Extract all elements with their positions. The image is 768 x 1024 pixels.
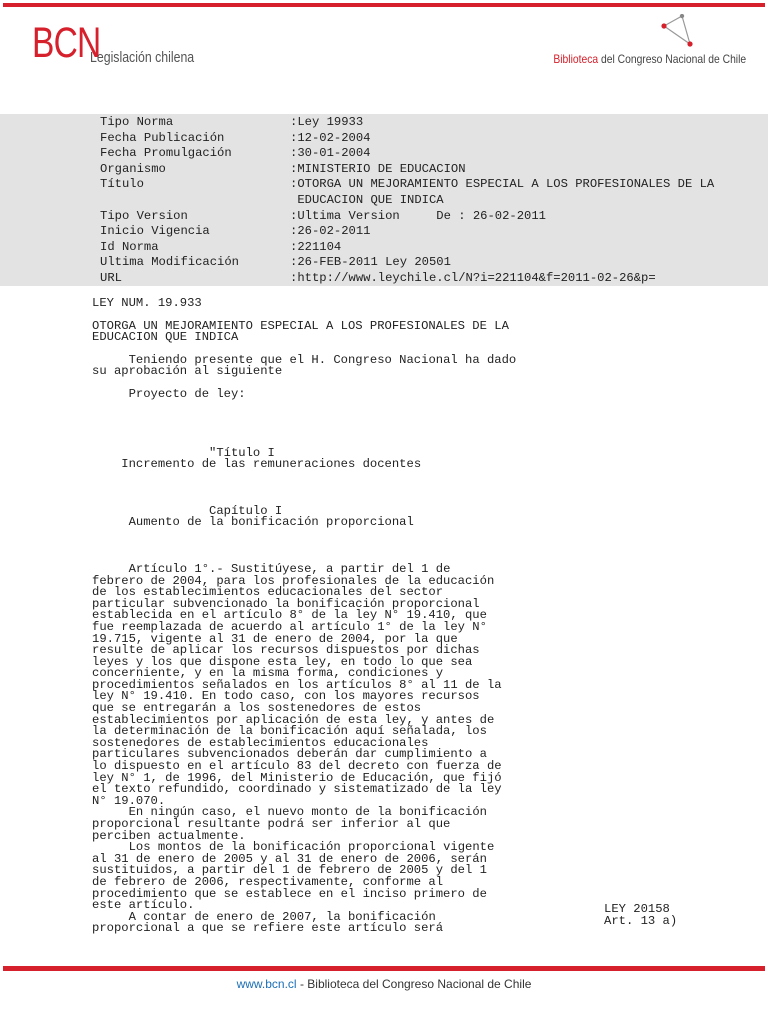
metadata-value: :30-01-2004 — [290, 146, 371, 161]
metadata-row — [100, 115, 730, 131]
biblioteca-brand — [546, 14, 746, 74]
brand-triangle-icon — [660, 14, 706, 50]
metadata-row — [100, 271, 730, 287]
law-proyecto: Proyecto de ley: — [92, 386, 246, 401]
metadata-value: :26-02-2011 — [290, 224, 371, 239]
bottom-red-rule — [3, 966, 765, 971]
footer-link[interactable]: www.bcn.cl — [236, 977, 297, 991]
metadata-key: Organismo — [100, 161, 166, 176]
metadata-value: :221104 — [290, 239, 342, 254]
metadata-row — [100, 209, 730, 225]
metadata-row — [100, 162, 730, 178]
article-1: Artículo 1°.- Sustitúyese, a partir del 1 de febrero de 2004, para los profesionales de la educación de los establecimientos educacionales del sector particular subvencionado la bonificación proporcional establecida en el artículo 8° de la ley N° 19.410, que fue reemplazada de acuerdo al artículo 1° de la ley N° 19.715, vigente al 31 de enero de 2004, por la que resulte de aplicar los recursos dispuestos por dichas leyes y los que dispone esta ley, en todo lo que sea concerniente, y en la misma forma, condiciones y procedimientos señalados en los artículos 8° al 11 de la ley N° 19.410. En todo caso, con los mayores recursos que se entregarán a los sostenedores de estos establecimientos por aplicación de esta ley, y antes de la determinación de la bonificación aquí señalada, los sostenedores de establecimientos educacionales particulares subvencionados deberán dar cumplimiento a lo dispuesto en el artículo 83 del decreto con fuerza de ley N° 1, de 1996, del Ministerio de Educación, que fijó el texto refundido, coordinado y sistematizado de la ley N° 19.070. — [92, 561, 502, 808]
margin-note — [604, 903, 677, 927]
metadata-key: URL — [100, 270, 122, 285]
metadata-value: :12-02-2004 — [290, 130, 371, 145]
brand-text — [553, 52, 746, 66]
top-red-rule — [3, 3, 765, 7]
law-body — [92, 298, 652, 935]
paragraph-4: A contar de enero de 2007, la bonificación proporcional a que se refiere este artículo será — [92, 909, 444, 936]
metadata-row — [100, 146, 730, 162]
brand-prefix: Biblioteca — [553, 52, 598, 66]
logo-subtitle: Legislación chilena — [90, 50, 195, 66]
metadata-row — [100, 131, 730, 147]
paragraph-2: En ningún caso, el nuevo monto de la bonificación proporcional resultante podrá ser inferior al que perciben actualmente. — [92, 805, 487, 843]
metadata-table — [100, 115, 730, 287]
titulo-heading: "Título I Incremento de las remuneraciones docentes — [121, 445, 422, 472]
metadata-key: Título — [100, 177, 144, 192]
metadata-key: Fecha Publicación — [100, 130, 225, 145]
metadata-key: Tipo Norma — [100, 115, 174, 129]
metadata-value: :http://www.leychile.cl/N?i=221104&f=2011-02-26&p= — [290, 270, 656, 285]
bcn-logo-text: BCN — [32, 19, 101, 67]
footer-text: - Biblioteca del Congreso Nacional de Chile — [296, 977, 532, 991]
metadata-value: :MINISTERIO DE EDUCACION — [290, 161, 466, 176]
metadata-key: Ultima Modificación — [100, 255, 239, 270]
footer — [0, 977, 768, 991]
metadata-value: :Ultima Version De : 26-02-2011 — [290, 208, 546, 223]
metadata-key: Id Norma — [100, 239, 159, 254]
metadata-panel — [0, 114, 768, 286]
metadata-value: :Ley 19933 — [290, 115, 364, 129]
capitulo-heading: Capítulo I Aumento de la bonificación proporcional — [128, 503, 414, 530]
paragraph-3: Los montos de la bonificación proporcional vigente al 31 de enero de 2005 y al 31 de enero de 2006, serán sustituidos, a partir del 1 de febrero de 2005 y del 1 de febrero de 2006, respectivamente, conforme al procedimiento que se establece en el inciso primero de este artículo. — [92, 840, 495, 913]
metadata-row — [100, 240, 730, 256]
law-title: OTORGA UN MEJORAMIENTO ESPECIAL A LOS PROFESIONALES DE LA EDUCACION QUE INDICA — [92, 318, 509, 345]
metadata-row — [100, 255, 730, 271]
metadata-key: Inicio Vigencia — [100, 224, 210, 239]
brand-rest: del Congreso Nacional de Chile — [597, 52, 746, 66]
metadata-key: Tipo Version — [100, 208, 188, 223]
law-intro: Teniendo presente que el H. Congreso Nacional ha dado su aprobación al siguiente — [92, 352, 517, 379]
metadata-value: :OTORGA UN MEJORAMIENTO ESPECIAL A LOS PROFESIONALES DE LA EDUCACION QUE INDICA — [290, 177, 715, 207]
law-number: LEY NUM. 19.933 — [92, 296, 202, 310]
metadata-key: Fecha Promulgación — [100, 146, 232, 161]
margin-note-law: LEY 20158 — [604, 902, 670, 916]
margin-note-article: Art. 13 a) — [604, 914, 678, 928]
metadata-value: :26-FEB-2011 Ley 20501 — [290, 255, 451, 270]
metadata-row — [100, 177, 730, 208]
metadata-row — [100, 224, 730, 240]
